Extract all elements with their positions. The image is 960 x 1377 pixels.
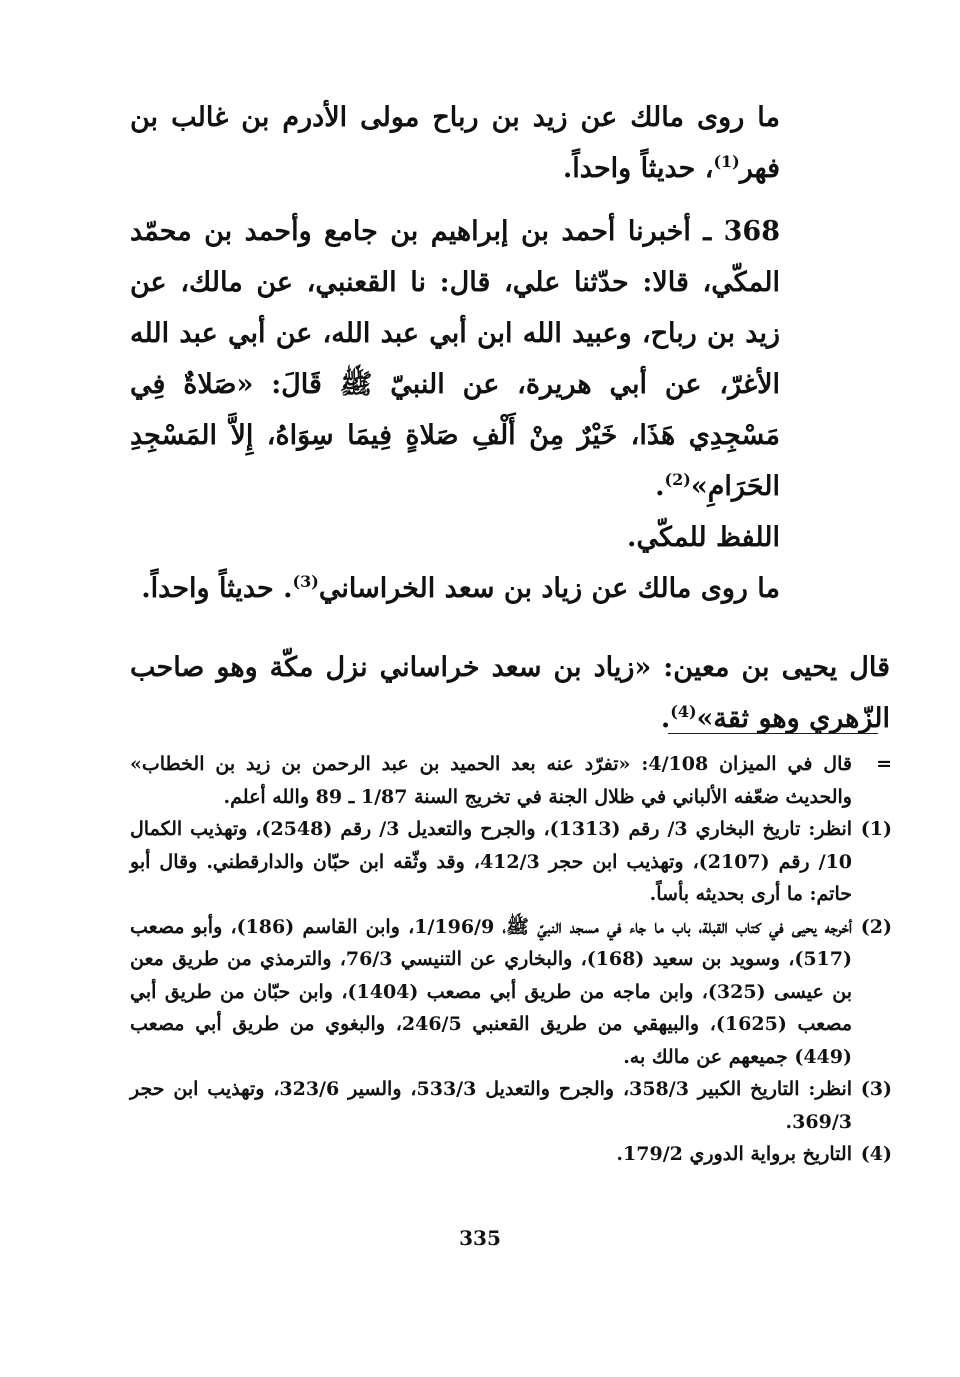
footnote-3 [130,1073,892,1138]
footnote-ref-3[interactable]: (3) [292,572,319,591]
footnote-marker: (4) [860,1143,892,1165]
main-text [130,92,890,744]
hadith-number: 368 [723,216,780,247]
footnote-text: انظر: التاريخ الكبير 358/3، والجرح والتعديل 533/3، والسير 323/6، وتهذيب ابن حجر 369/3. [130,1078,853,1133]
footnote-text: قال في الميزان 4/108: «تفرّد عنه بعد الحميد بن عبد الرحمن بن زيد بن الخطاب» والحديث ضعّفه الألباني في ظلال الجنة في تخريج السنة 1/87 ـ 89 والله أعلم. [130,753,852,808]
footnote-marker: (3) [860,1078,892,1100]
footnote-continued [130,748,892,813]
paragraph-malik-ziyad: ما روى مالك عن زياد بن سعد الخراساني$^{(3)}$. حديثاً واحداً. [141,572,780,604]
wording-note: اللفظ للمكّي. [627,522,780,553]
footnote-text: انظر: تاريخ البخاري 3/ رقم (1313)، والجرح والتعديل 3/ رقم (2548)، وتهذيب الكمال 10/ رقم (2107)، وتهذيب ابن حجر 412/3، وقد وثّقه ابن حبّان والدارقطني. وقال أبو حاتم: ما أرى بحديثه بأساً. [130,818,853,905]
footnote-text: التاريخ برواية الدوري 179/2. [616,1143,852,1165]
footnote-separator [668,733,878,734]
footnote-marker: (2) [860,915,892,938]
footnote-ref-2[interactable]: (2) [664,470,691,489]
footnote-4 [130,1138,892,1171]
footnote-marker: (1) [860,818,892,840]
footnote-marker: = [876,753,892,775]
hadith-368: 368 ـ أخبرنا أحمد بن إبراهيم بن جامع وأحمد بن محمّد المكّي، قالا: حدّثنا علي، قال: نا القعنبي، عن مالك، عن زيد بن رباح، وعبيد الله ابن أبي عبد الله، عن أبي عبد الله الأغرّ، عن أبي هريرة، عن النبيّ ﷺ قَالَ: «صَلاةٌ فِي مَسْجِدِي هَذَا، خَيْرٌ مِنْ أَلْفِ صَلاةٍ فِيمَا سِوَاهُ، إِلاَّ المَسْجِدِ الحَرَامِ»$^{(2)}$. [130,216,780,502]
footnote-text: أخرجه يحيى في كتاب القبلة، باب ما جاء في مسجد النبيّ ﷺ، 1/196/9، وابن القاسم (186)، وأبو مصعب (517)، وسويد بن سعيد (168)، والبخاري عن التنيسي 76/3، والترمذي من طريق معن بن عيسى (325)، وابن ماجه من طريق أبي مصعب (1404)، وابن حبّان من طريق أبي مصعب (1625)، والبيهقي من طريق القعنبي 246/5، والبغوي من طريق أبي مصعب (449) جميعهم عن مالك به. [130,915,853,1068]
page-number: 335 [459,1226,501,1250]
footnote-ref-4[interactable]: (4) [670,702,697,721]
footnote-1 [130,813,892,911]
paragraph-malik-zayd: ما روى مالك عن زيد بن رباح مولى الأدرم بن غالب بن فهر$^{(1)}$، حديثاً واحداً. [130,102,780,184]
footnotes [130,748,892,1171]
paragraph-yahya-ibn-main: قال يحيى بن معين: «زياد بن سعد خراساني نزل مكّة وهو صاحب الزّهري وهو ثقة»$^{(4)}$. [130,652,890,734]
footnote-ref-1[interactable]: (1) [713,152,740,171]
footnote-2 [130,911,892,1074]
